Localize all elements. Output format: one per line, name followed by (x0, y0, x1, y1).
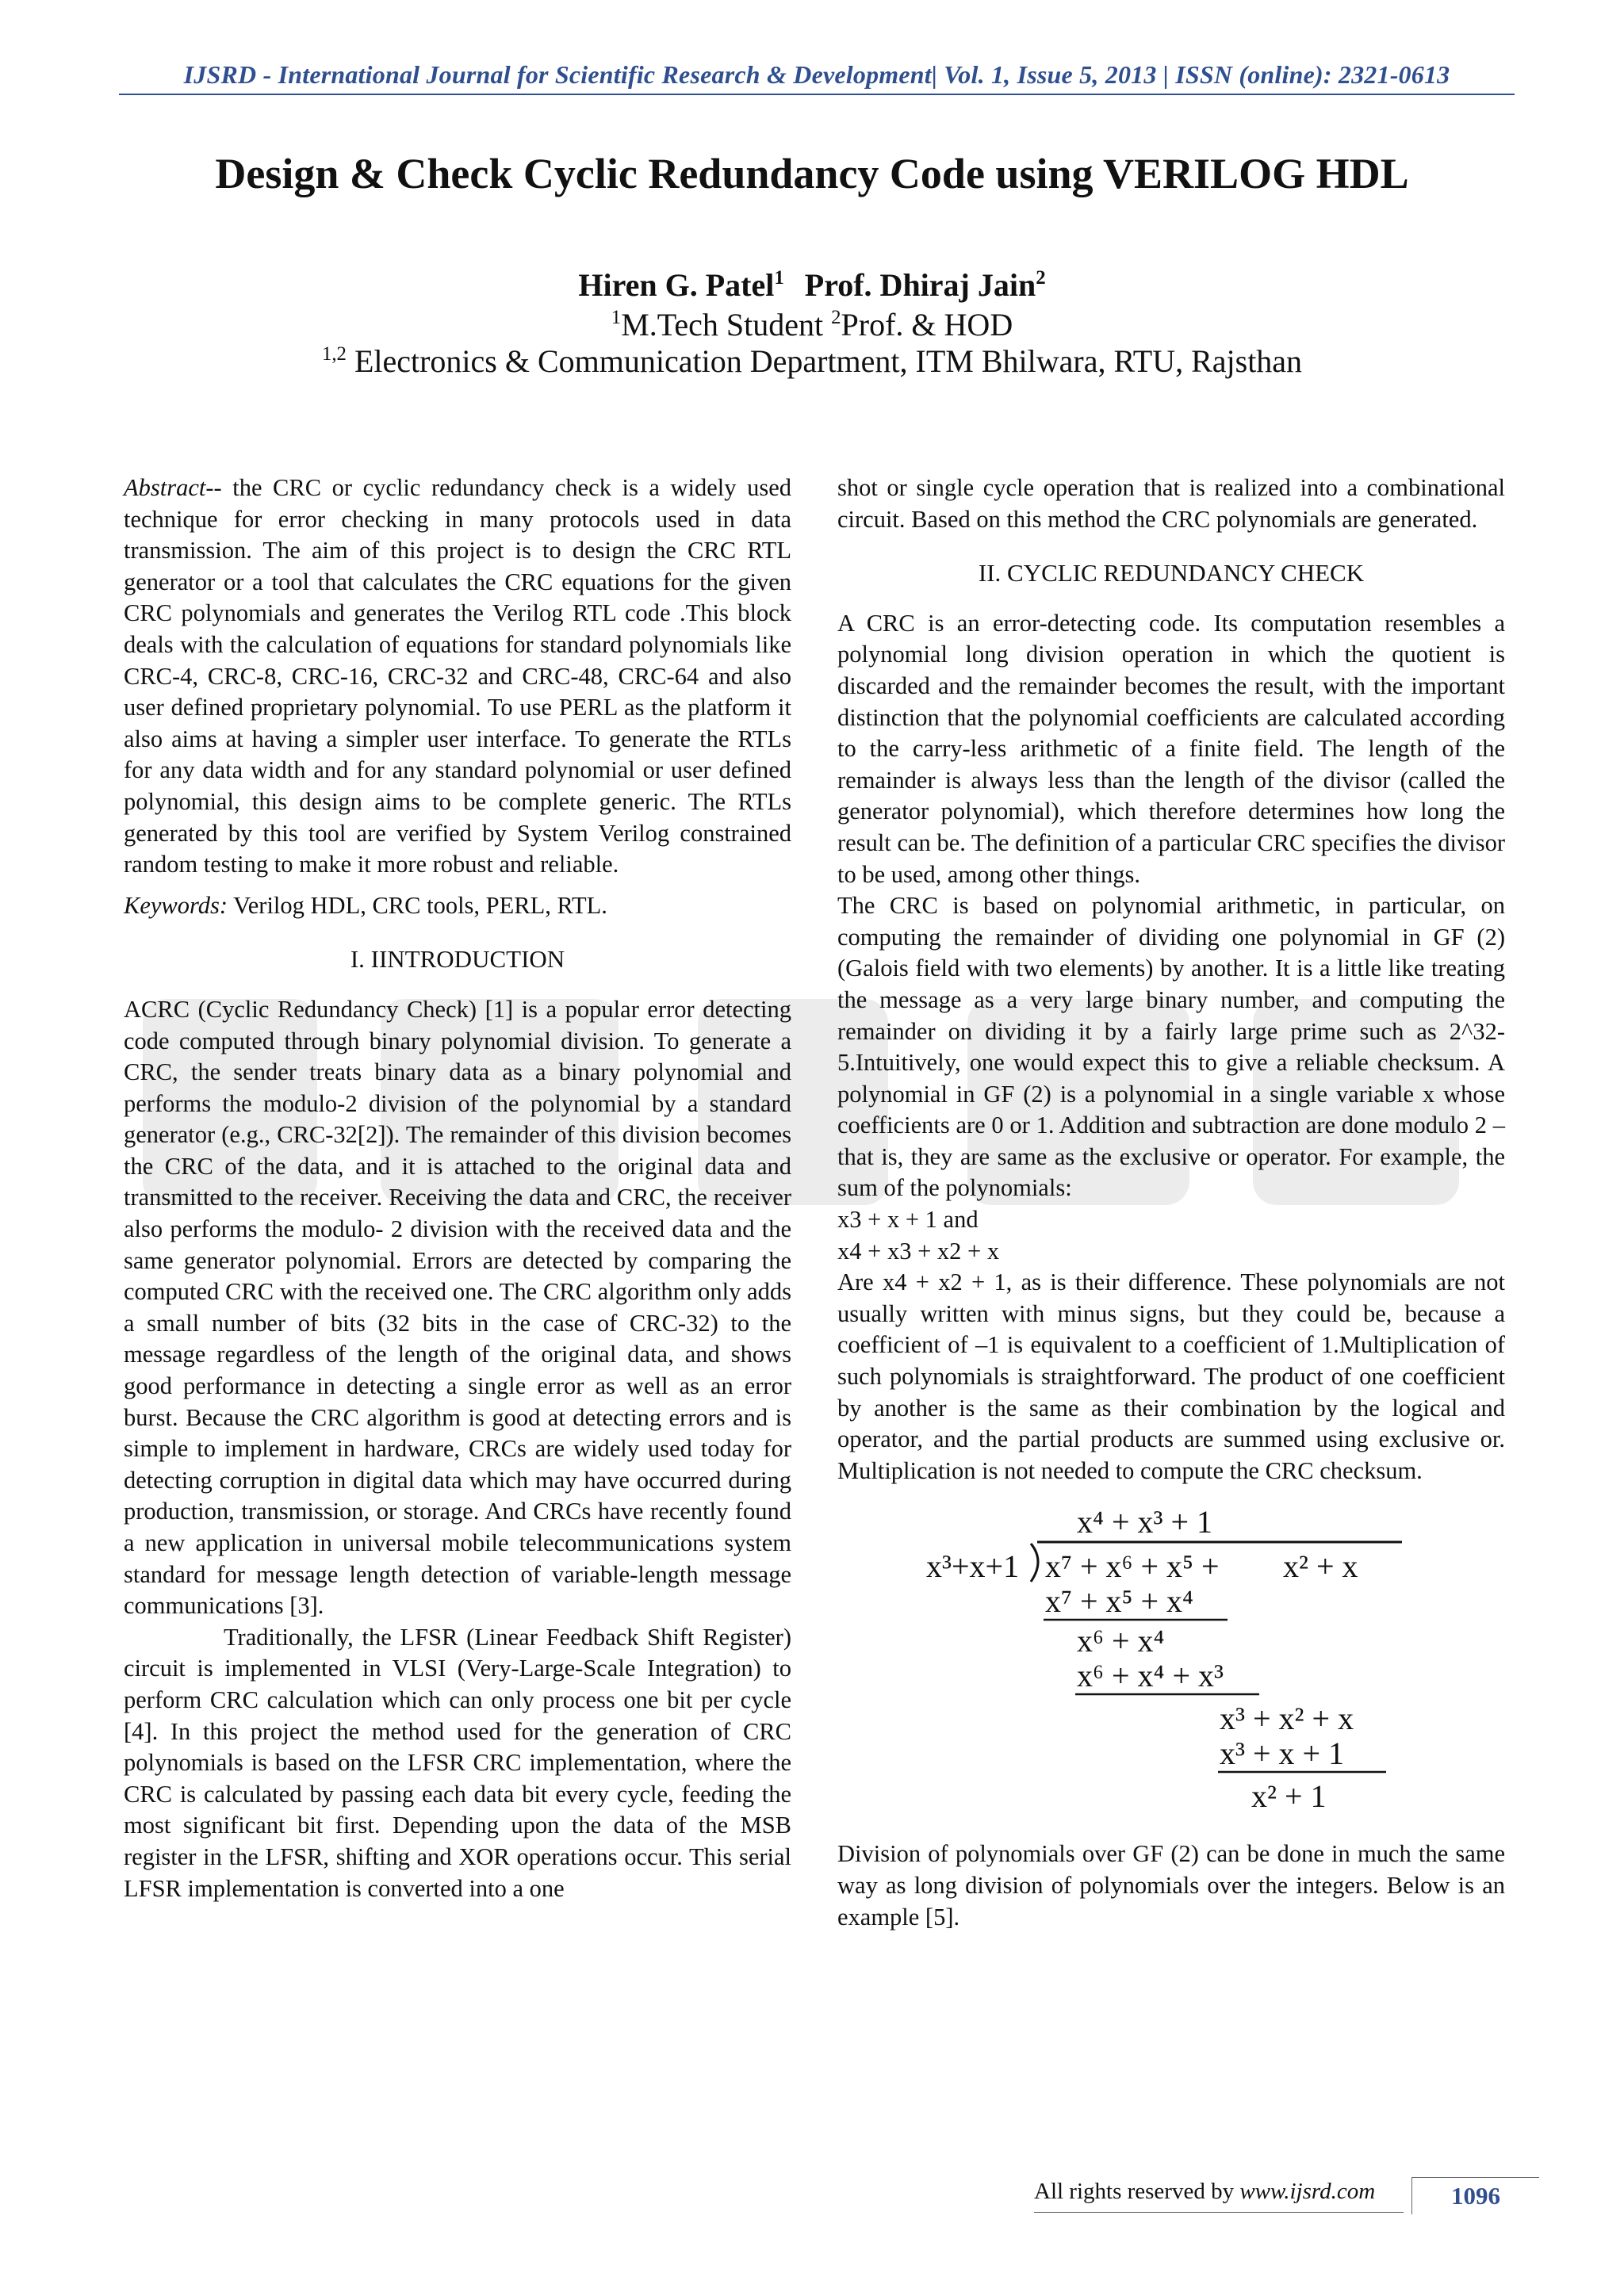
running-header: IJSRD - International Journal for Scientific Research & Development| Vol. 1, Issue 5, 2013 | ISSN (online): 2321-0613 (183, 60, 1450, 89)
abstract-label: Abstract-- (124, 474, 222, 501)
author-sup: 1 (774, 267, 784, 289)
long-division-svg (926, 1499, 1434, 1832)
footer-rights (1034, 2179, 1375, 2205)
division-step-3: x⁶ + x⁴ + x³ (1077, 1658, 1224, 1694)
division-step-1: x⁷ + x⁵ + x⁴ (1045, 1583, 1193, 1620)
author-name: Prof. Dhiraj Jain (804, 267, 1036, 303)
polynomial-1: x3 + x + 1 and (837, 1206, 979, 1234)
intro-paragraph-1: ACRC (Cyclic Redundancy Check) [1] is a popular error detecting code computed through binary polynomial division. To generate a CRC, the sender treats binary data as a binary polynomial and performs the modulo-2 division of the polynomial by a standard generator (e.g., CRC-32[2]). The remainder of this division becomes the CRC of the data, and it is attached to the original data and transmitted to the receiver. Receiving the data and CRC, the receiver also performs the modulo- 2 division with the received data and the same generator polynomial. Errors are detected by comparing the computed CRC with the received one. The CRC algorithm only adds a small number of bits (32 bits in the case of CRC-32) to the message regardless of the length of the original data, and shows good performance in detecting a single error as well as an error burst. Because the CRC algorithm is good at detecting errors and is simple to implement in hardware, CRCs are widely used today for detecting corruption in digital data which may have occurred during production, transmission, or storage. And CRCs have recently found a new application in universal mobile telecommunications system standard for message length detection of variable-length message communications [3]. (124, 995, 791, 1620)
intro-paragraph-2: Traditionally, the LFSR (Linear Feedback Shift Register) circuit is implemented in VLSI (Very-Large-Scale Integration) to perform CRC calculation which can only process one bit per cycle [4]. In this project the method used for the generation of CRC polynomials is based on the LFSR CRC implementation, where the CRC is calculated by passing each data bit every cycle, feeding the most significant bit first. Depending upon the data of the MSB register in the LFSR, shifting and XOR operations occur. This serial LFSR implementation is converted into a one (124, 1623, 791, 1902)
left-column (124, 473, 791, 1904)
affil-dept: Electronics & Communication Department, ITM Bhilwara, RTU, Rajsthan (346, 343, 1303, 379)
division-step-4: x³ + x² + x (1220, 1701, 1354, 1737)
footer-rule (1034, 2212, 1404, 2213)
polynomial-division-figure (926, 1499, 1434, 1832)
abstract (124, 473, 791, 881)
division-step-2: x⁶ + x⁴ (1077, 1623, 1165, 1659)
keywords (124, 890, 791, 922)
division-quotient: x⁴ + x³ + 1 (1077, 1504, 1213, 1540)
division-remainder: x² + 1 (1251, 1778, 1327, 1815)
division-dividend: x⁷ + x⁶ + x⁵ + (1045, 1548, 1220, 1585)
division-step-5: x³ + x + 1 (1220, 1735, 1345, 1772)
abstract-text: the CRC or cyclic redundancy check is a widely used technique for error checking in many protocols used in data transmission. The aim of this project is to design the CRC RTL generator or a tool that calculates the CRC equations for the given CRC polynomials and generates the Verilog RTL code .This block deals with the calculation of equations for standard polynomials like CRC-4, CRC-8, CRC-16, CRC-32 and CRC-48, CRC-64 and also user defined proprietary polynomial. To use PERL as the platform it also aims at having a simpler user interface. To generate the RTLs for any data width and for any standard polynomial or user defined polynomial, this design aims to be complete generic. The RTLs generated by this tool are verified by System Verilog constrained random testing to make it more robust and reliable. (124, 474, 791, 878)
right-column (837, 473, 1505, 1933)
header-rule (119, 94, 1515, 95)
footer-rights-text: All rights reserved by (1034, 2179, 1240, 2204)
crc-paragraph-1: A CRC is an error-detecting code. Its computation resembles a polynomial long division operation in which the quotient is discarded and the remainder becomes the result, with the important distinction that the polynomial coefficients are calculated according to the carry-less arithmetic of a finite field. The length of the remainder is always less than the length of the divisor (called the generator polynomial), which therefore determines how long the result can be. The definition of a particular CRC specifies the divisor to be used, among other things. (837, 609, 1505, 888)
crc-paragraph-3: Are x4 + x2 + 1, as is their difference. These polynomials are not usually written with minus signs, but they could be, because a coefficient of –1 is equivalent to a coefficient of 1.Multiplication of such polynomials is straightforward. The product of one coefficient by another is the same as their combination by the logical and operator, and the partial products are summed using exclusive or. Multiplication is not needed to compute the CRC checksum. (837, 1269, 1505, 1484)
affil-sup: 2 (831, 307, 841, 329)
affiliation-roles (79, 306, 1545, 343)
paper-title: Design & Check Cyclic Redundancy Code using VERILOG HDL (215, 150, 1409, 197)
footer-site-link[interactable]: www.ijsrd.com (1239, 2179, 1376, 2204)
affil-role: Prof. & HOD (841, 307, 1013, 342)
affiliation-department (79, 342, 1545, 380)
division-divisor: x³+x+1 (926, 1548, 1020, 1585)
section-heading-crc: II. CYCLIC REDUNDANCY CHECK (978, 559, 1365, 587)
polynomial-2: x4 + x3 + x2 + x (837, 1237, 1000, 1265)
division-bracket (1031, 1544, 1038, 1582)
page-number: 1096 (1411, 2177, 1539, 2214)
keywords-label: Keywords: (124, 891, 228, 919)
affil-sup: 1 (611, 307, 622, 329)
crc-paragraph-4: Division of polynomials over GF (2) can be done in much the same way as long division of polynomials over the integers. Below is an example [5]. (837, 1840, 1505, 1931)
affil-role: M.Tech Student (621, 307, 832, 342)
section-heading-introduction: I. IINTRODUCTION (350, 945, 565, 974)
author-name: Hiren G. Patel (578, 267, 775, 303)
author-sup: 2 (1036, 267, 1046, 289)
division-dividend-tail: x² + x (1283, 1548, 1358, 1585)
intro-paragraph-2-continued: shot or single cycle operation that is realized into a combinational circuit. Based on this method the CRC polynomials are generated. (837, 474, 1505, 533)
affil-sup: 1,2 (321, 343, 347, 365)
keywords-text: Verilog HDL, CRC tools, PERL, RTL. (228, 891, 607, 919)
author-line (79, 266, 1545, 304)
crc-paragraph-2: The CRC is based on polynomial arithmetic, in particular, on computing the remainder of dividing one polynomial in GF (2) (Galois field with two elements) by another. It is a little like treating the message as a very large binary number, and computing the remainder on dividing it by a fairly large prime such as 2^32-5.Intuitively, one would expect this to give a reliable checksum. A polynomial in GF (2) is a polynomial in a single variable x whose coefficients are 0 or 1. Addition and subtraction are done modulo 2 – that is, they are same as the exclusive or operator. For example, the sum of the polynomials: (837, 892, 1505, 1202)
